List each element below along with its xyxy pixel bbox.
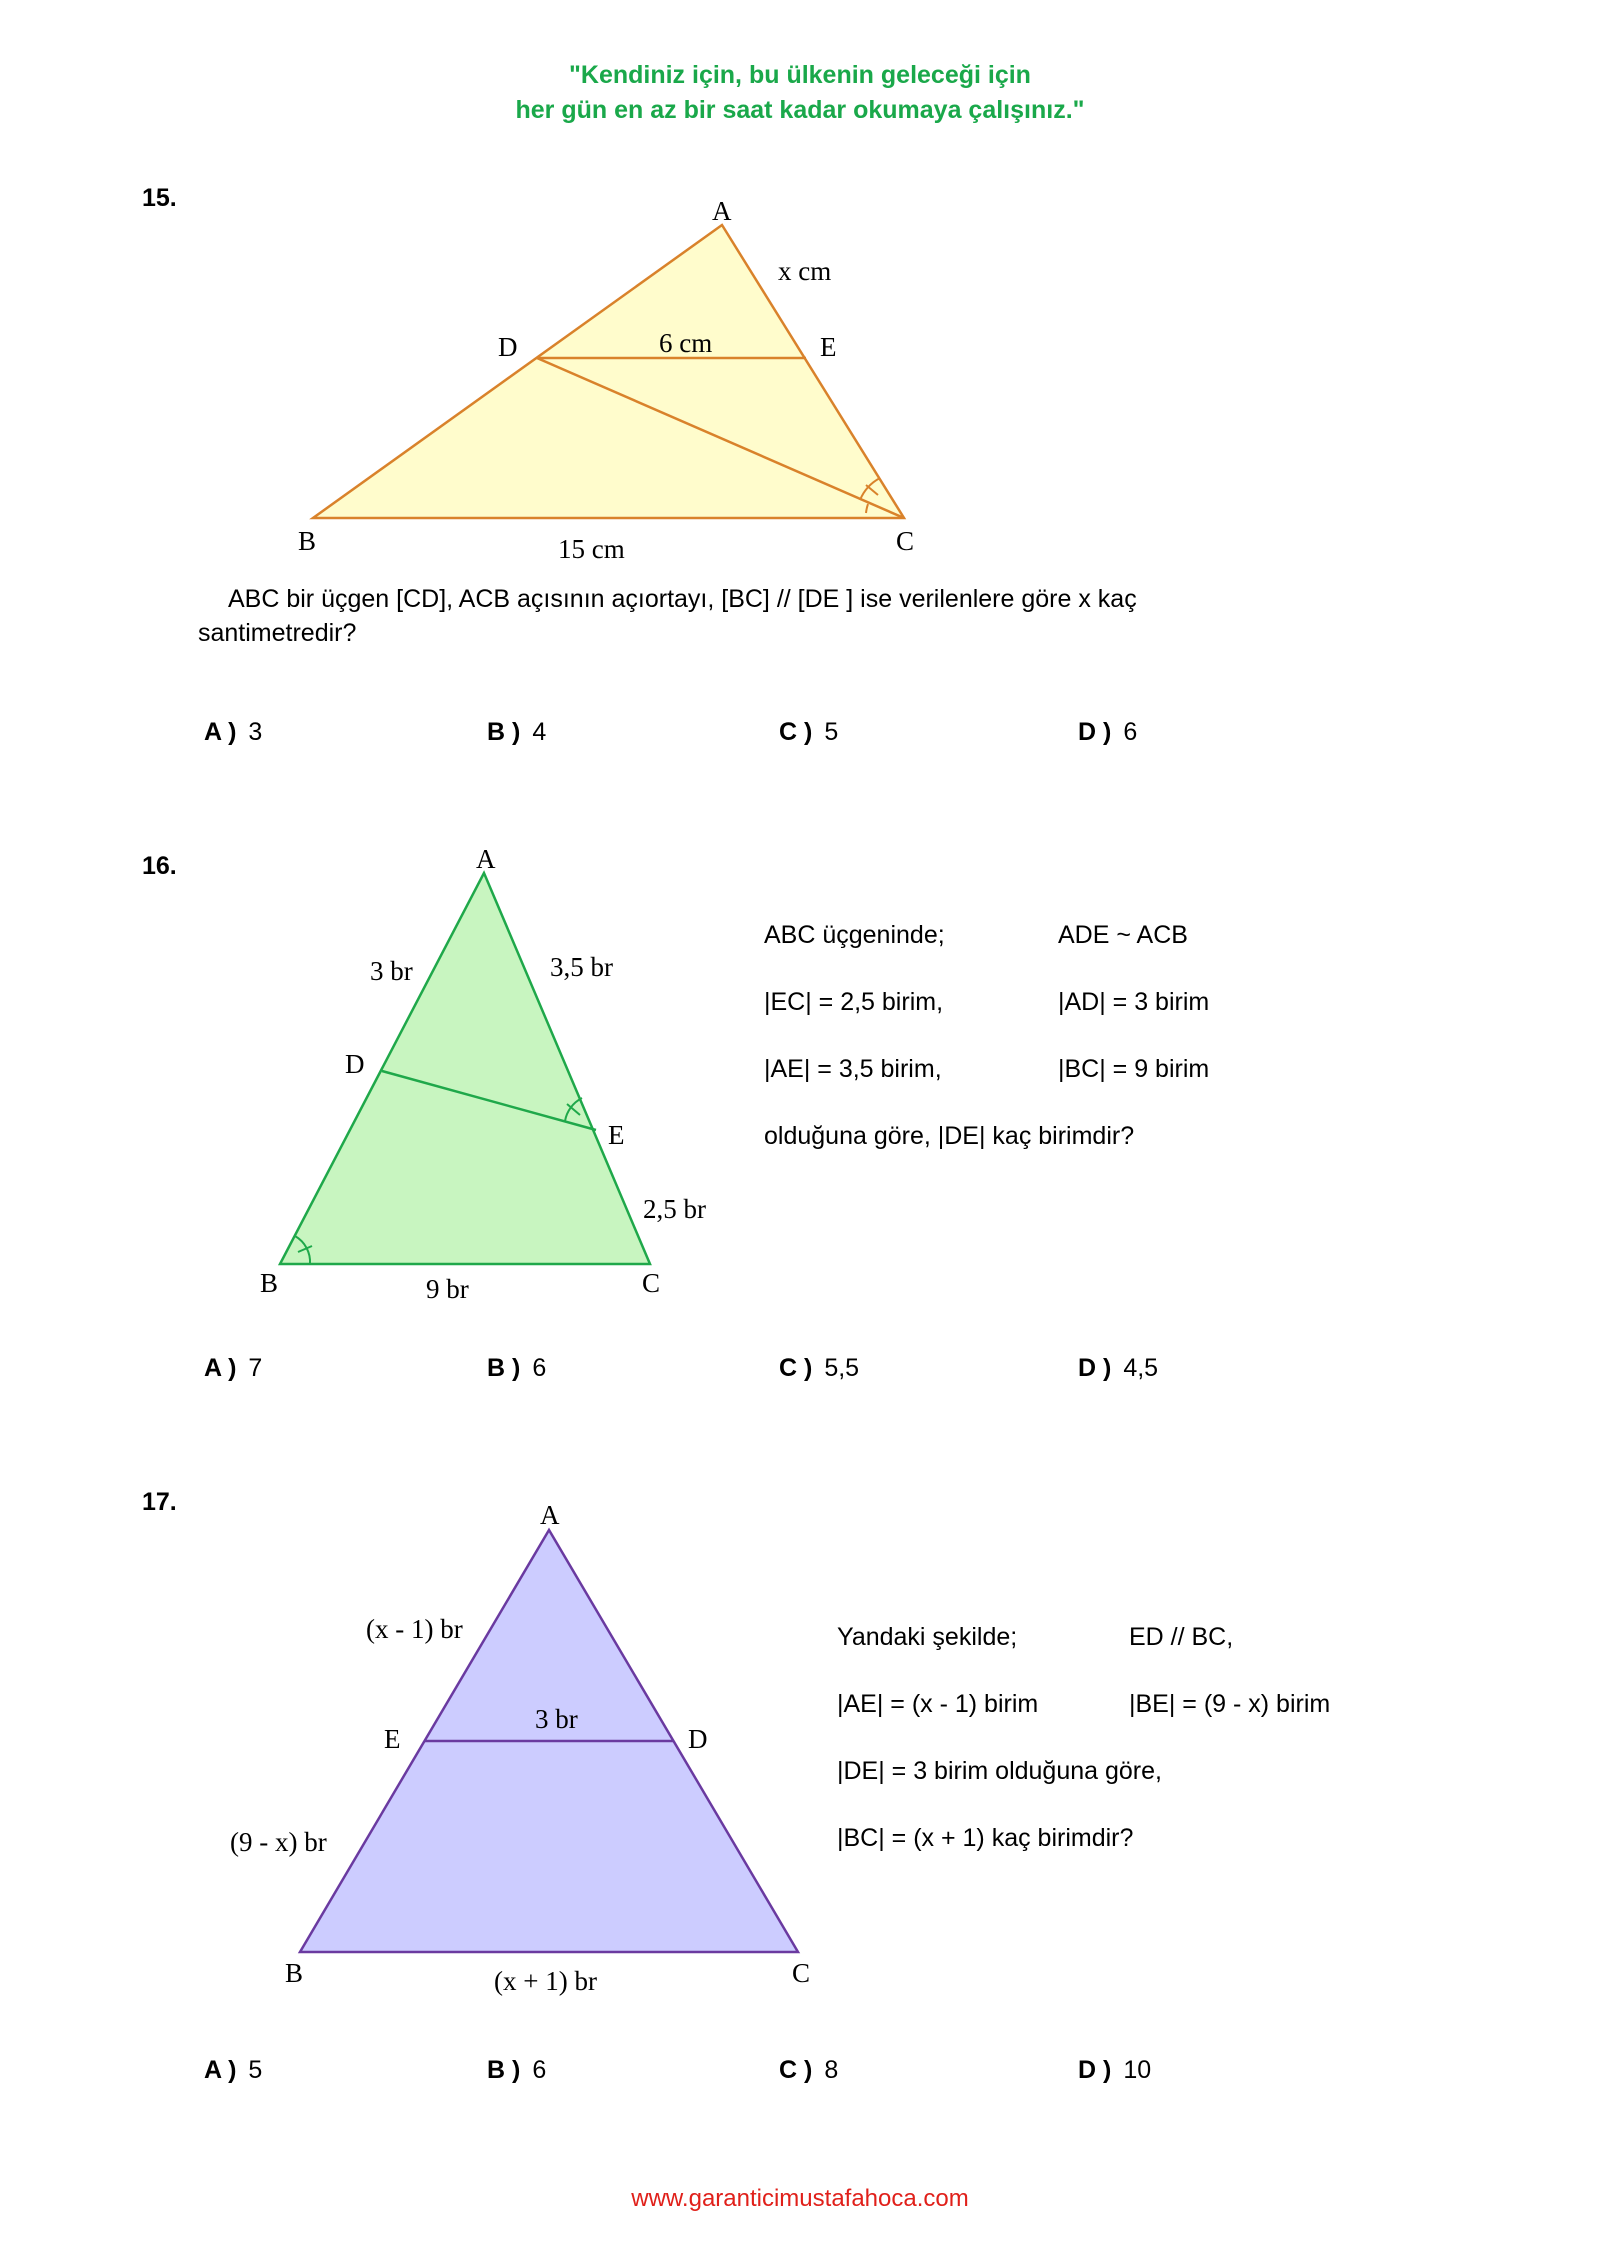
option-value: 10 (1123, 2056, 1152, 2084)
q16-label-c: C (642, 1268, 661, 1298)
q16-label-ae: 3,5 br (550, 952, 613, 982)
q15-label-bc: 15 cm (558, 534, 625, 564)
q16-info-2a: |EC| = 2,5 birim, (764, 988, 944, 1016)
q16-label-b: B (260, 1268, 279, 1298)
option-value: 5,5 (824, 1354, 860, 1382)
q17-option-b[interactable] (487, 2056, 546, 2085)
option-letter: B ) (487, 1354, 521, 1382)
option-letter: D ) (1078, 1354, 1112, 1382)
q17-line-3: |DE| = 3 birim olduğuna göre, (837, 1757, 1162, 1785)
option-value: 5 (824, 718, 839, 746)
q17-info-1a: Yandaki şekilde; (837, 1623, 1018, 1651)
q17-label-bc: (x + 1) br (494, 1966, 597, 1996)
option-letter: B ) (487, 2056, 521, 2084)
option-value: 3 (248, 718, 263, 746)
q15-label-ae: x cm (778, 256, 832, 286)
q15-label-d: D (498, 332, 518, 362)
option-letter: C ) (779, 2056, 813, 2084)
q17-label-e: E (384, 1724, 401, 1754)
option-letter: D ) (1078, 2056, 1112, 2084)
q15-number: 15. (142, 184, 177, 212)
option-value: 6 (532, 1354, 547, 1382)
q16-label-e: E (608, 1120, 625, 1150)
q16-label-bc: 9 br (426, 1274, 469, 1304)
q17-number: 17. (142, 1488, 177, 1516)
q15-text-line-2: santimetredir? (198, 619, 357, 647)
q17-label-ed: 3 br (535, 1704, 578, 1734)
q17-option-c[interactable] (779, 2056, 838, 2085)
q16-question: olduğuna göre, |DE| kaç birimdir? (764, 1122, 1135, 1150)
q17-info-2b: |BE| = (9 - x) birim (1129, 1690, 1331, 1718)
q16-label-a: A (476, 844, 496, 874)
q15-label-de: 6 cm (659, 328, 713, 358)
header-line-2: her gün en az bir saat kadar okumaya çalışınız." (515, 96, 1085, 124)
q15-label-b: B (298, 526, 317, 556)
q17-line-4: |BC| = (x + 1) kaç birimdir? (837, 1824, 1134, 1852)
option-value: 6 (1123, 718, 1138, 746)
q16-info-3a: |AE| = 3,5 birim, (764, 1055, 942, 1083)
q17-info-2a: |AE| = (x - 1) birim (837, 1690, 1039, 1718)
q15-text-line-1: ABC bir üçgen [CD], ACB açısının açıortayı, [BC] // [DE ] ise verilenlere göre x kaç (228, 585, 1137, 613)
option-value: 4,5 (1123, 1354, 1159, 1382)
option-letter: D ) (1078, 718, 1112, 746)
q17-label-ae: (x - 1) br (366, 1614, 463, 1644)
q16-label-d: D (345, 1049, 365, 1079)
q16-info-2b: |AD| = 3 birim (1058, 988, 1210, 1016)
option-letter: C ) (779, 1354, 813, 1382)
q16-info-3b: |BC| = 9 birim (1058, 1055, 1210, 1083)
q16-label-ad: 3 br (370, 956, 413, 986)
q15-label-e: E (820, 332, 837, 362)
option-letter: C ) (779, 718, 813, 746)
q17-option-a[interactable] (204, 2056, 262, 2085)
q17-label-d: D (688, 1724, 708, 1754)
option-value: 7 (248, 1354, 263, 1382)
option-letter: B ) (487, 718, 521, 746)
q17-option-d[interactable] (1078, 2056, 1151, 2085)
option-letter: A ) (204, 718, 237, 746)
footer-url[interactable]: www.garanticimustafahoca.com (631, 2185, 969, 2212)
q16-number: 16. (142, 852, 177, 880)
q17-info-1b: ED // BC, (1129, 1623, 1234, 1651)
option-value: 8 (824, 2056, 839, 2084)
option-value: 4 (532, 718, 547, 746)
q16-label-ec: 2,5 br (643, 1194, 706, 1224)
q16-info-1a: ABC üçgeninde; (764, 921, 945, 949)
q17-label-c: C (792, 1958, 811, 1988)
q17-label-eb: (9 - x) br (230, 1827, 327, 1857)
header-line-1: "Kendiniz için, bu ülkenin geleceği için (569, 61, 1031, 89)
q17-label-a: A (540, 1500, 560, 1530)
q15-label-c: C (896, 526, 915, 556)
q16-info-1b: ADE ~ ACB (1058, 921, 1188, 949)
option-value: 6 (532, 2056, 547, 2084)
option-letter: A ) (204, 2056, 237, 2084)
option-value: 5 (248, 2056, 263, 2084)
option-letter: A ) (204, 1354, 237, 1382)
q17-label-b: B (285, 1958, 304, 1988)
q15-label-a: A (712, 196, 732, 226)
